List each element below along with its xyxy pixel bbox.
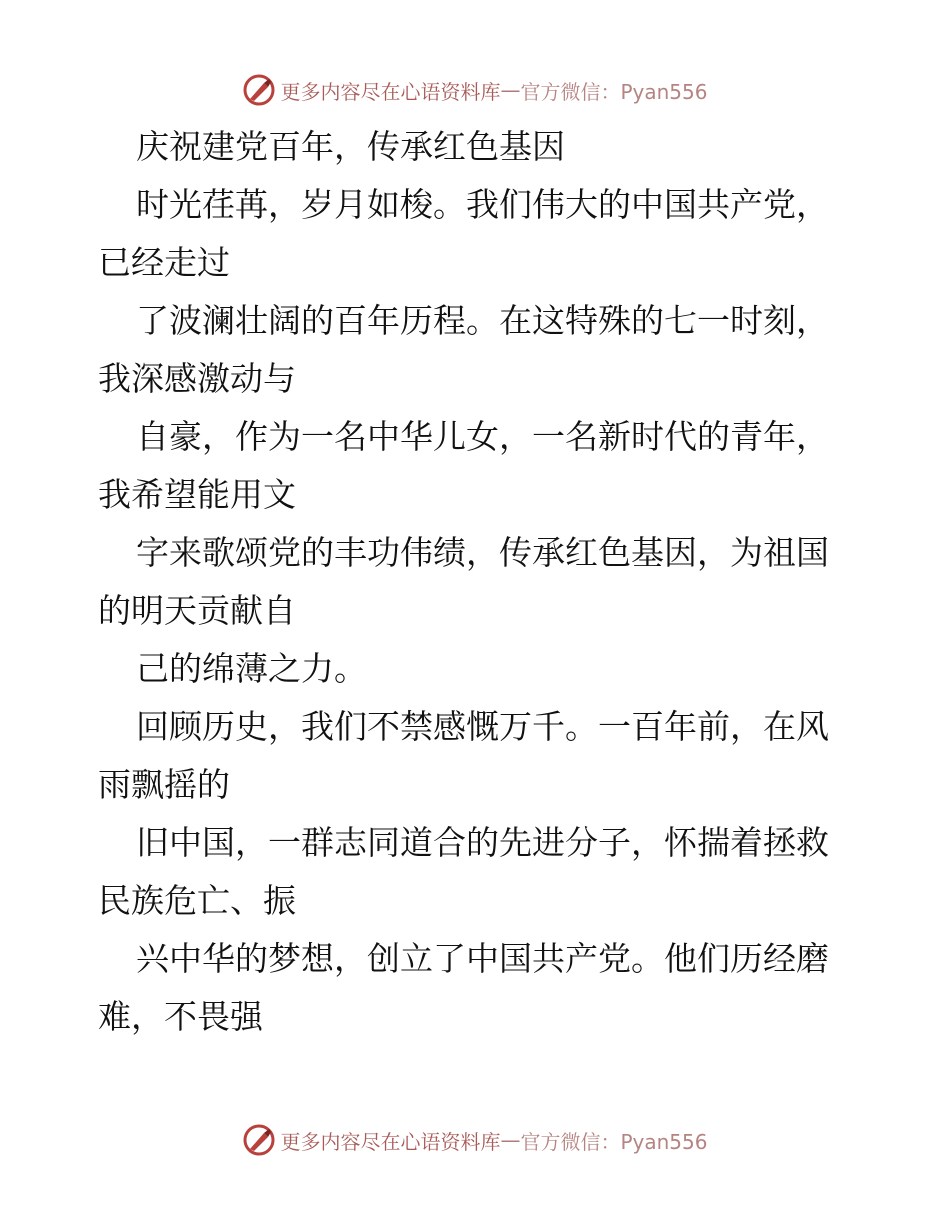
watermark-brand: 更多内容尽在心语资料库 — [280, 79, 501, 104]
document-body — [98, 118, 858, 1046]
watermark-contact: 官方微信：Pyan556 — [520, 1129, 708, 1154]
paragraph-line: 了波澜壮阔的百年历程。在这特殊的七一时刻， — [136, 301, 829, 340]
watermark-brand: 更多内容尽在心语资料库 — [280, 1129, 501, 1154]
paragraph-line: 已经走过 — [98, 243, 230, 282]
watermark-contact: 官方微信：Pyan556 — [520, 79, 708, 104]
watermark-separator: — — [500, 78, 521, 102]
pen-logo-icon — [242, 73, 276, 107]
paragraph-line: 字来歌颂党的丰功伟绩，传承红色基因，为祖国 — [136, 533, 829, 572]
watermark-header — [0, 70, 950, 110]
paragraph-line: 难，不畏强 — [98, 997, 263, 1036]
paragraph-line: 兴中华的梦想，创立了中国共产党。他们历经磨 — [136, 939, 829, 978]
watermark-separator: — — [500, 1128, 521, 1152]
paragraph-line: 我深感激动与 — [98, 359, 296, 398]
watermark-footer — [0, 1120, 950, 1160]
paragraph-line: 我希望能用文 — [98, 475, 296, 514]
pen-logo-icon — [242, 1123, 276, 1157]
paragraph-line: 己的绵薄之力。 — [136, 649, 367, 688]
paragraph-line: 旧中国，一群志同道合的先进分子，怀揣着拯救 — [136, 823, 829, 862]
paragraph-line: 回顾历史，我们不禁感慨万千。一百年前，在风 — [136, 707, 829, 746]
paragraph-line: 时光荏苒，岁月如梭。我们伟大的中国共产党， — [136, 185, 829, 224]
paragraph-line: 雨飘摇的 — [98, 765, 230, 804]
paragraph-line: 的明天贡献自 — [98, 591, 296, 630]
document-title: 庆祝建党百年，传承红色基因 — [136, 127, 565, 166]
paragraph-line: 民族危亡、振 — [98, 881, 296, 920]
paragraph-line: 自豪，作为一名中华儿女，一名新时代的青年， — [136, 417, 829, 456]
